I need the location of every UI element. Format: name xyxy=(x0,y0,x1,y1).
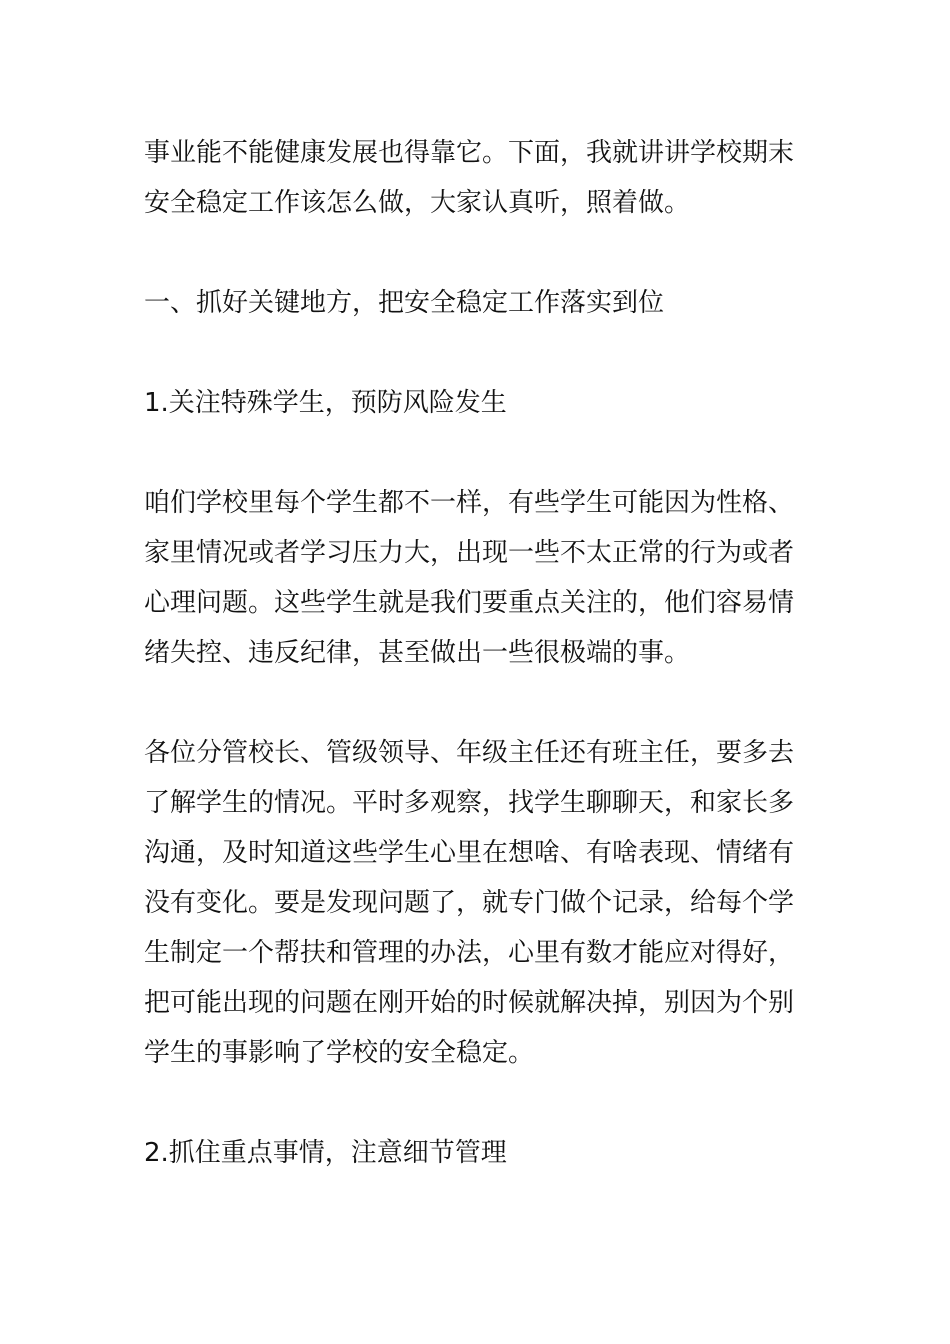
paragraph-spacer xyxy=(144,1078,810,1128)
paragraph-intro xyxy=(144,128,810,228)
text-line: 了解学生的情况。平时多观察，找学生聊聊天，和家长多 xyxy=(144,788,795,818)
text-line: 学生的事影响了学校的安全稳定。 xyxy=(144,1038,535,1068)
document-body xyxy=(144,128,810,1178)
text-line: 安全稳定工作该怎么做，大家认真听，照着做。 xyxy=(144,188,691,218)
text-line: 把可能出现的问题在刚开始的时候就解决掉，别因为个别 xyxy=(144,988,795,1018)
text-line: 事业能不能健康发展也得靠它。下面，我就讲讲学校期末 xyxy=(144,138,795,168)
heading-text: 一、抓好关键地方，把安全稳定工作落实到位 xyxy=(144,288,665,318)
paragraph-spacer xyxy=(144,228,810,278)
paragraph-leaders-duty xyxy=(144,728,810,1078)
text-line: 各位分管校长、管级领导、年级主任还有班主任，要多去 xyxy=(144,738,795,768)
text-line: 生制定一个帮扶和管理的办法，心里有数才能应对得好， xyxy=(144,938,795,968)
paragraph-special-students xyxy=(144,478,810,678)
subheading-text: 1.关注特殊学生，预防风险发生 xyxy=(144,388,507,418)
text-line: 沟通，及时知道这些学生心里在想啥、有啥表现、情绪有 xyxy=(144,838,795,868)
paragraph-spacer xyxy=(144,328,810,378)
text-line: 咱们学校里每个学生都不一样，有些学生可能因为性格、 xyxy=(144,488,795,518)
subheading-1 xyxy=(144,378,810,428)
subheading-2 xyxy=(144,1128,810,1178)
text-line: 家里情况或者学习压力大，出现一些不太正常的行为或者 xyxy=(144,538,795,568)
section-heading xyxy=(144,278,810,328)
text-line: 没有变化。要是发现问题了，就专门做个记录，给每个学 xyxy=(144,888,795,918)
paragraph-spacer xyxy=(144,428,810,478)
text-line: 心理问题。这些学生就是我们要重点关注的，他们容易情 xyxy=(144,588,795,618)
text-line: 绪失控、违反纪律，甚至做出一些很极端的事。 xyxy=(144,638,691,668)
subheading-text: 2.抓住重点事情，注意细节管理 xyxy=(144,1138,507,1168)
paragraph-spacer xyxy=(144,678,810,728)
